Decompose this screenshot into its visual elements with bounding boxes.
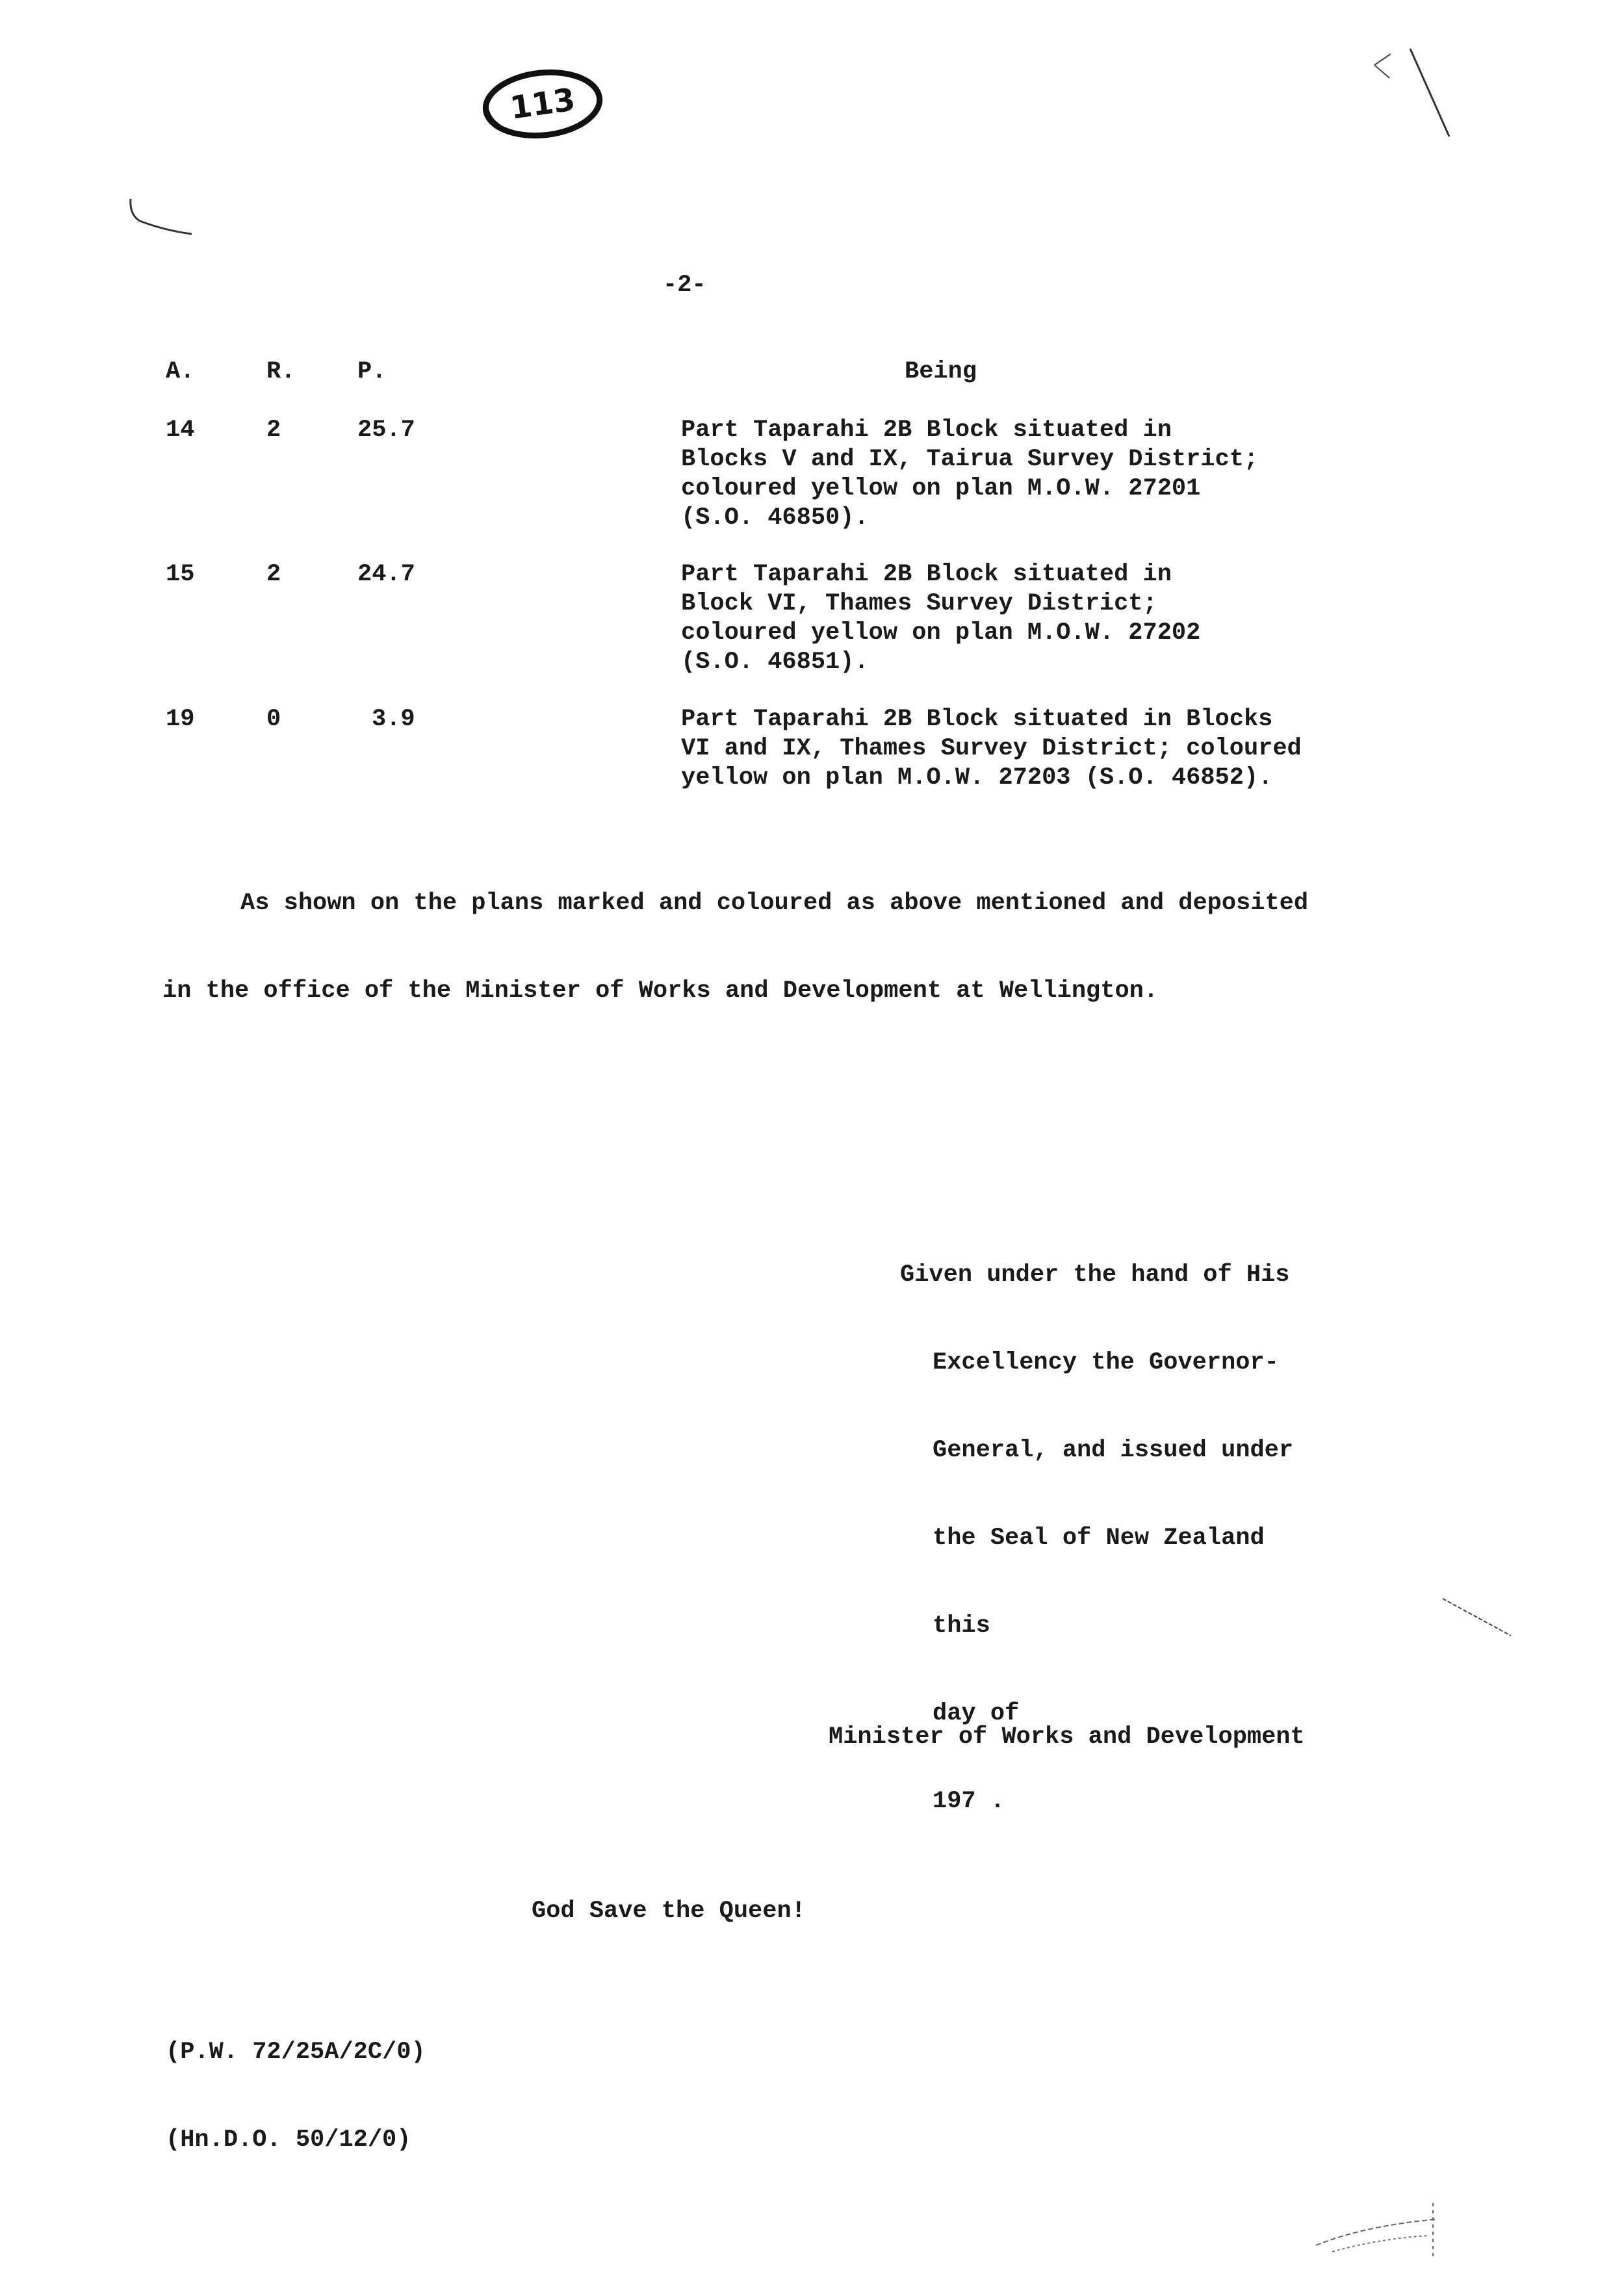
header-roods: R. [266,358,296,385]
being-line: (S.O. 46850). [681,504,869,532]
stamp-number: 113 [508,81,578,127]
cell-being [681,416,1258,533]
being-line: Blocks V and IX, Tairua Survey District; [681,446,1259,473]
being-line: Part Taparahi 2B Block situated in [681,561,1172,588]
pen-mark-icon [1365,42,1462,146]
given-line: the Seal of New Zealand [933,1525,1265,1552]
pen-mark-icon [1313,2200,1443,2265]
paragraph-line: As shown on the plans marked and coloured as above mentioned and deposited [240,890,1309,917]
file-references [166,1979,426,2213]
being-line: Block VI, Thames Survey District; [681,590,1157,617]
reference-line: (Hn.D.O. 50/12/0) [166,2126,411,2154]
paragraph-line: in the office of the Minister of Works and Development at Wellington. [162,977,1159,1005]
page-number: -2- [663,272,706,299]
cell-roods: 2 [266,561,281,588]
pen-mark-icon [127,195,198,240]
given-line: 197 . [933,1788,1005,1815]
given-line: this [933,1612,990,1640]
cell-being [681,705,1302,793]
stamp-113 [478,62,608,146]
header-being: Being [905,358,977,385]
reference-line: (P.W. 72/25A/2C/0) [166,2039,426,2066]
cell-acres: 14 [166,417,195,444]
being-line: Part Taparahi 2B Block situated in [681,417,1172,444]
pen-mark-icon [1439,1595,1517,1641]
deposit-paragraph [162,831,1308,1064]
being-line: Part Taparahi 2B Block situated in Blocks [681,706,1273,733]
cell-acres: 15 [166,561,195,588]
given-line: day of [933,1700,1020,1727]
cell-being [681,560,1200,677]
given-line: General, and issued under [933,1437,1294,1464]
being-line: VI and IX, Thames Survey District; coloured [681,735,1302,762]
signatory-title: Minister of Works and Development [829,1723,1305,1751]
cell-perches: 25.7 [357,417,415,444]
being-line: coloured yellow on plan M.O.W. 27202 [681,619,1201,647]
given-under-hand-block [900,1202,1293,1875]
cell-roods: 2 [266,417,281,444]
given-line: Given under the hand of His [900,1261,1290,1289]
header-acres: A. [166,358,195,385]
header-perches: P. [357,358,387,385]
closing-line: God Save the Queen! [532,1898,806,1925]
given-line: Excellency the Governor- [933,1349,1279,1376]
being-line: (S.O. 46851). [681,649,869,676]
cell-acres: 19 [166,706,195,733]
cell-perches: 3.9 [372,706,415,733]
cell-perches: 24.7 [357,561,415,588]
cell-roods: 0 [266,706,281,733]
being-line: coloured yellow on plan M.O.W. 27201 [681,475,1201,502]
being-line: yellow on plan M.O.W. 27203 (S.O. 46852). [681,764,1273,792]
